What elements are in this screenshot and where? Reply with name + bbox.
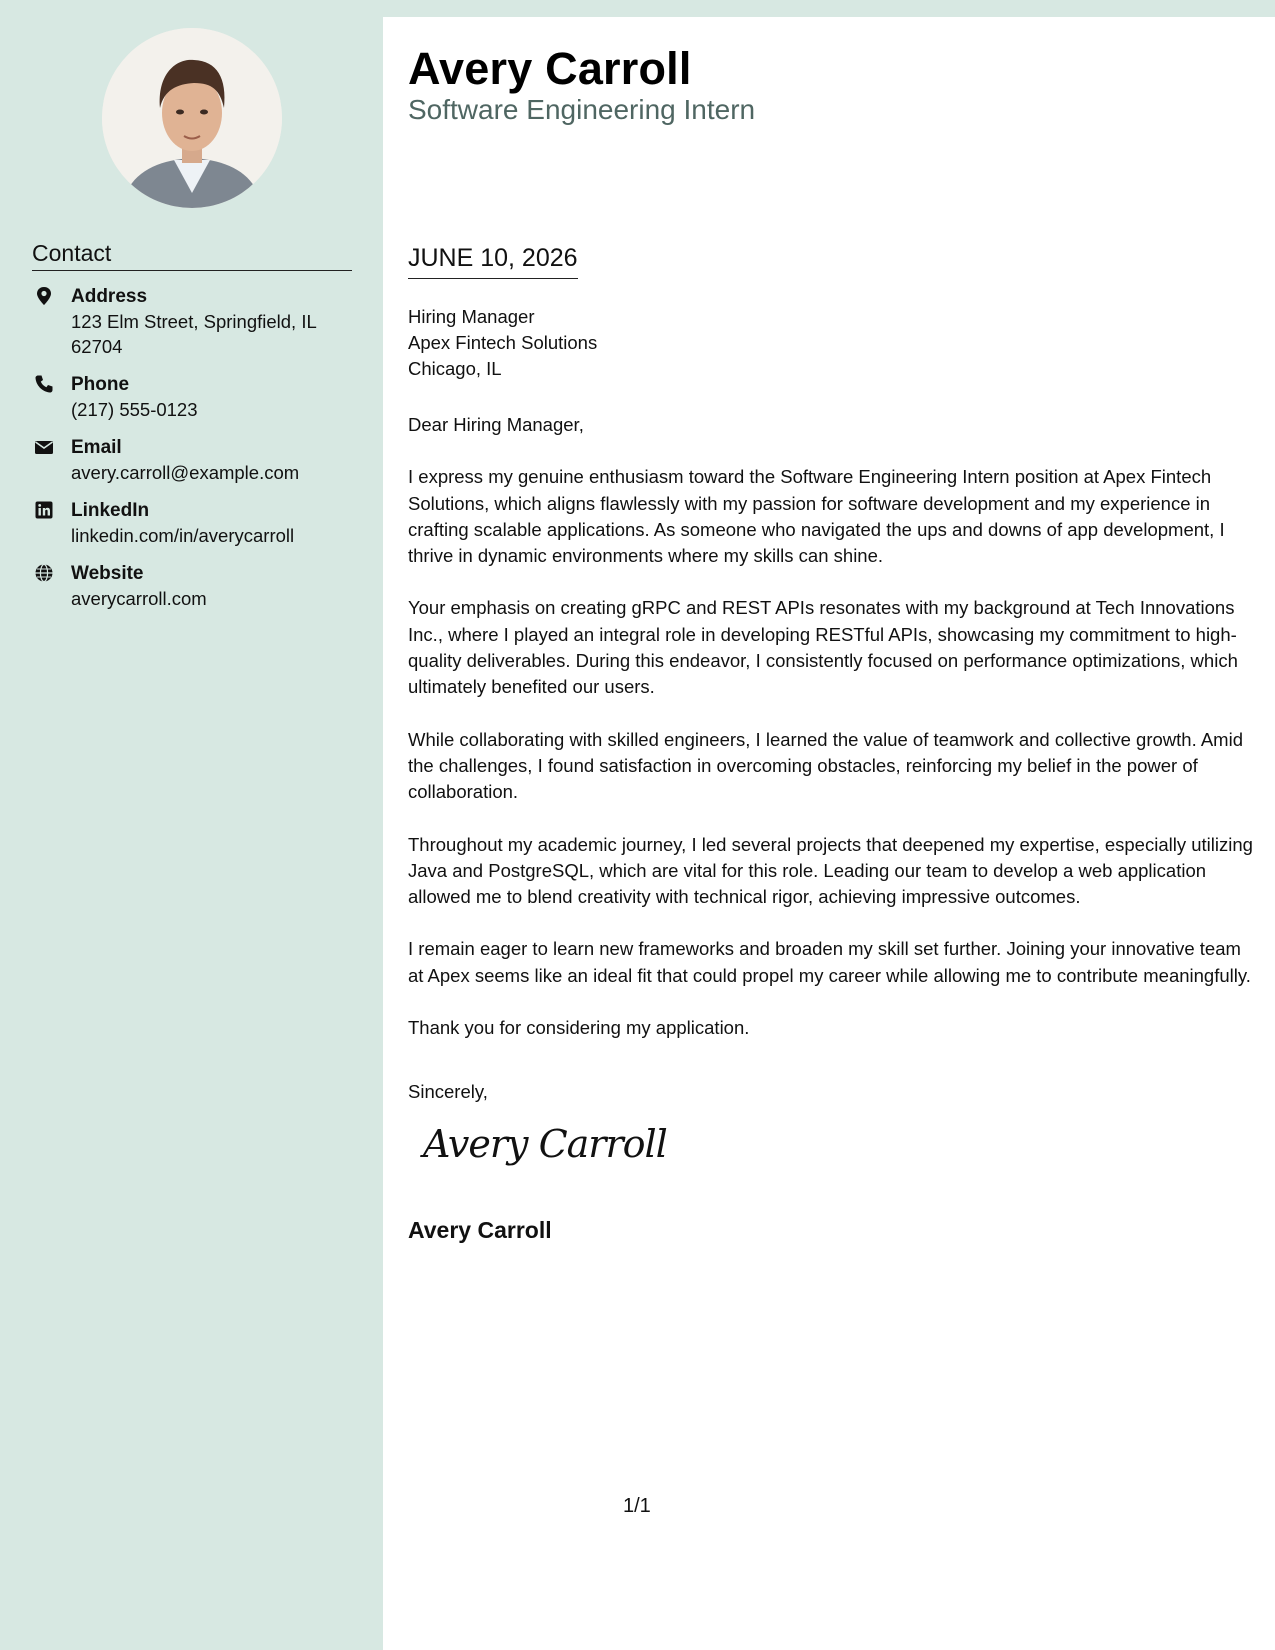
linkedin-value[interactable]: linkedin.com/in/averycarroll	[71, 525, 295, 546]
body-paragraph: Throughout my academic journey, I led several projects that deepened my expertise, especially utilizing Java and PostgreSQL, which are vital for this role. Leading our team to develop a web application allowed me to blend creativity with technical rigor, achieving impressive outcomes.	[408, 833, 1253, 908]
contact-website	[32, 561, 362, 611]
linkedin-label: LinkedIn	[71, 500, 150, 521]
website-value[interactable]: averycarroll.com	[71, 588, 207, 609]
body-paragraph: I express my genuine enthusiasm toward the Software Engineering Intern position at Apex Fintech Solutions, which aligns flawlessly with my passion for software development and my experience in crafting scalable applications. As someone who navigated the ups and downs of app development, I thrive in dynamic environments where my skills can shine.	[408, 466, 1225, 567]
contact-heading: Contact	[32, 240, 352, 271]
linkedin-icon	[34, 500, 54, 520]
phone-icon	[34, 374, 54, 394]
closing: Sincerely,	[408, 1081, 488, 1102]
contact-linkedin	[32, 498, 362, 548]
website-label: Website	[71, 563, 144, 584]
recipient-location: Chicago, IL	[408, 358, 502, 379]
signed-name: Avery Carroll	[408, 1217, 552, 1243]
page-number: 1/1	[623, 1495, 651, 1517]
recipient-block	[408, 304, 597, 382]
handwritten-signature: Avery Carroll	[423, 1122, 667, 1166]
contact-address	[32, 284, 362, 359]
salutation: Dear Hiring Manager,	[408, 414, 584, 435]
contact-phone	[32, 372, 362, 422]
envelope-icon	[34, 437, 54, 457]
profile-photo	[102, 28, 282, 208]
address-value: 123 Elm Street, Springfield, IL 62704	[71, 311, 317, 357]
letter-main	[383, 17, 1275, 1650]
sidebar	[0, 0, 383, 1650]
letter-date: JUNE 10, 2026	[408, 244, 578, 279]
person-photo-icon	[102, 28, 282, 208]
location-pin-icon	[34, 286, 54, 306]
email-label: Email	[71, 437, 122, 458]
contact-email	[32, 435, 362, 485]
address-label: Address	[71, 286, 148, 307]
contact-list	[32, 284, 362, 611]
thank-you-line: Thank you for considering my application.	[408, 1017, 750, 1039]
letter-body	[408, 412, 1253, 1067]
phone-label: Phone	[71, 374, 130, 395]
applicant-title: Software Engineering Intern	[408, 94, 756, 125]
applicant-name: Avery Carroll	[408, 43, 692, 94]
body-paragraph: While collaborating with skilled engineers, I learned the value of teamwork and collective growth. Amid the challenges, I found satisfaction in overcoming obstacles, reinforcing my belief in the power of collaboration.	[408, 728, 1243, 803]
globe-icon	[34, 563, 54, 583]
email-value: avery.carroll@example.com	[71, 462, 300, 483]
phone-value: (217) 555-0123	[71, 399, 198, 420]
recipient-name: Hiring Manager	[408, 306, 535, 327]
recipient-company: Apex Fintech Solutions	[408, 332, 598, 353]
body-paragraph: Your emphasis on creating gRPC and REST APIs resonates with my background at Tech Innovations Inc., where I played an integral role in developing RESTful APIs, showcasing my commitment to high-quality deliverables. During this endeavor, I consistently focused on performance optimizations, which ultimately benefited our users.	[408, 597, 1238, 698]
body-paragraph: I remain eager to learn new frameworks and broaden my skill set further. Joining your innovative team at Apex seems like an ideal fit that could propel my career while allowing me to contribute meaningfully.	[408, 938, 1251, 986]
